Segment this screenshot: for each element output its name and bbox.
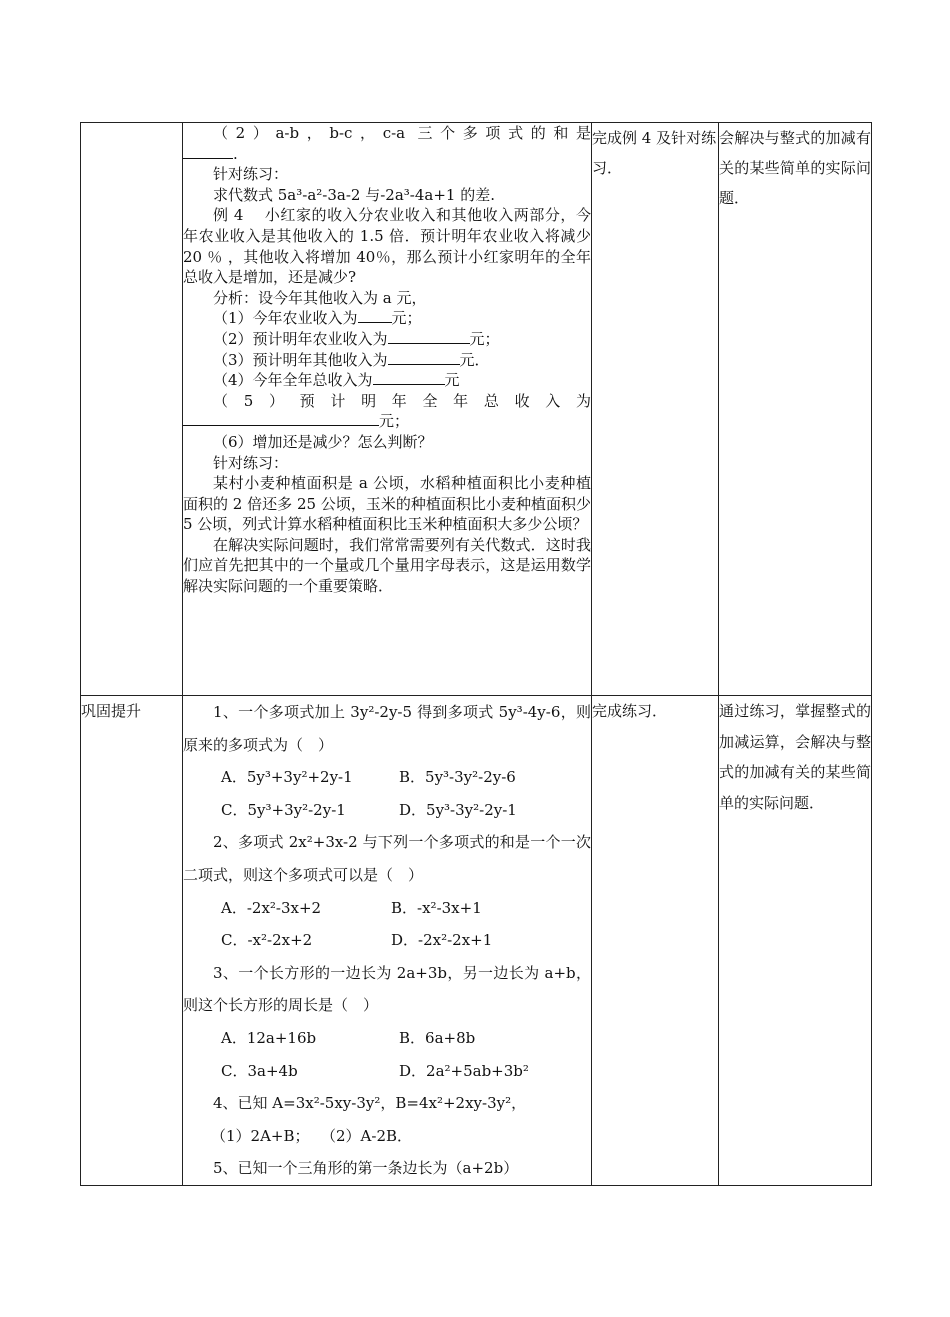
question-4: （4）今年全年总收入为 元: [213, 371, 460, 390]
item2-line1: （2）a-b，b-c，c-a 三个多项式的和是: [213, 124, 591, 142]
design-intent-cell: 通过练习，掌握整式的加减运算，会解决与整式的加减有关的某些简单的实际问题．: [719, 696, 872, 1186]
exercise-4: 4、已知 A=3x²-5xy-3y²，B=4x²+2xy-3y²，: [213, 1094, 527, 1113]
answer-blank: [183, 411, 379, 426]
table-row: [81, 696, 872, 1186]
practice2-title: 针对练习：: [213, 453, 289, 472]
practice1-title: 针对练习：: [213, 165, 289, 184]
design-intent-cell: 会解决与整式的加减有关的某些简单的实际问题．: [719, 123, 872, 696]
answer-blank: [373, 370, 445, 385]
exercise-2-options-cd: C．-x²-2x+2 D．-2x²-2x+1: [221, 931, 493, 950]
question-1: （1）今年农业收入为 元；: [213, 309, 422, 328]
question-3: （3）预计明年其他收入为 元．: [213, 350, 490, 369]
student-activity-cell: 完成例 4 及针对练习．: [592, 123, 719, 696]
exercise-1-options-cd: C．5y³+3y²-2y-1 D．5y³-3y²-2y-1: [221, 800, 517, 819]
summary-text: 在解决实际问题时，我们常常需要列有关代数式．这时我们应首先把其中的一个量或几个量用字母表示，这是运用数学解决实际问题的一个重要策略．: [183, 535, 591, 596]
exercise-2-options-ab: A．-2x²-3x+2 B．-x²-3x+1: [221, 898, 482, 917]
lesson-plan-table: [80, 122, 872, 1186]
student-activity-cell: 完成练习．: [592, 696, 719, 1186]
row-label-cell: [81, 123, 183, 696]
exercise-3: 3、一个长方形的一边长为 2a+3b，另一边长为 a+b，则这个长方形的周长是（ ）: [183, 963, 591, 1015]
exercise-3-options-ab: A．12a+16b B．6a+8b: [221, 1028, 476, 1047]
item2-line2: .: [183, 144, 591, 165]
exercise-1: 1、一个多项式加上 3y²-2y-5 得到多项式 5y³-4y-6，则原来的多项式为（ ）: [183, 703, 591, 754]
example4-text: 例 4 小红家的收入分农业收入和其他收入两部分，今年农业收入是其他收入的 1.5 倍．预计明年农业收入将减少 20 ％ ，其他收入将增加 40％，那么预计小红家明年的全年总收入是增加，还是减少?: [183, 206, 591, 287]
question-6: （6）增加还是减少？怎么判断？: [213, 432, 433, 451]
practice1-text: 求代数式 5a³-a²-3a-2 与-2a³-4a+1 的差.: [213, 185, 495, 204]
answer-blank: [183, 144, 233, 159]
table-row: [81, 123, 872, 696]
answer-blank: [388, 350, 460, 365]
row-label-cell: 巩固提升: [81, 696, 183, 1186]
answer-blank: [358, 308, 392, 323]
exercise-4-parts: （1）2A+B； （2）A-2B．: [211, 1126, 413, 1145]
teaching-content-cell: [183, 123, 592, 696]
analysis-text: 分析：设今年其他收入为 a 元，: [213, 288, 427, 307]
question-2: （2）预计明年农业收入为 元；: [213, 329, 500, 348]
exercise-1-options-ab: A．5y³+3y²+2y-1 B．5y³-3y²-2y-6: [221, 768, 516, 787]
question-5-line2: 元；: [183, 411, 591, 432]
exercise-3-options-cd: C．3a+4b D．2a²+5ab+3b²: [221, 1061, 529, 1080]
teaching-content-cell: [183, 696, 592, 1186]
exercise-5: 5、已知一个三角形的第一条边长为（a+2b）: [213, 1159, 519, 1178]
practice2-text: 某村小麦种植面积是 a 公顷，水稻种植面积比小麦种植面积的 2 倍还多 25 公顷，玉米的种植面积比小麦种植面积少 5 公顷，列式计算水稻种植面积比玉米种植面积大多少公顷？: [183, 474, 591, 534]
question-5-line1: （5）预计明年全年总收入为: [213, 391, 591, 410]
exercise-2: 2、多项式 2x²+3x-2 与下列一个多项式的和是一个一次二项式，则这个多项式可以是（ ）: [183, 833, 591, 884]
answer-blank: [388, 329, 470, 344]
